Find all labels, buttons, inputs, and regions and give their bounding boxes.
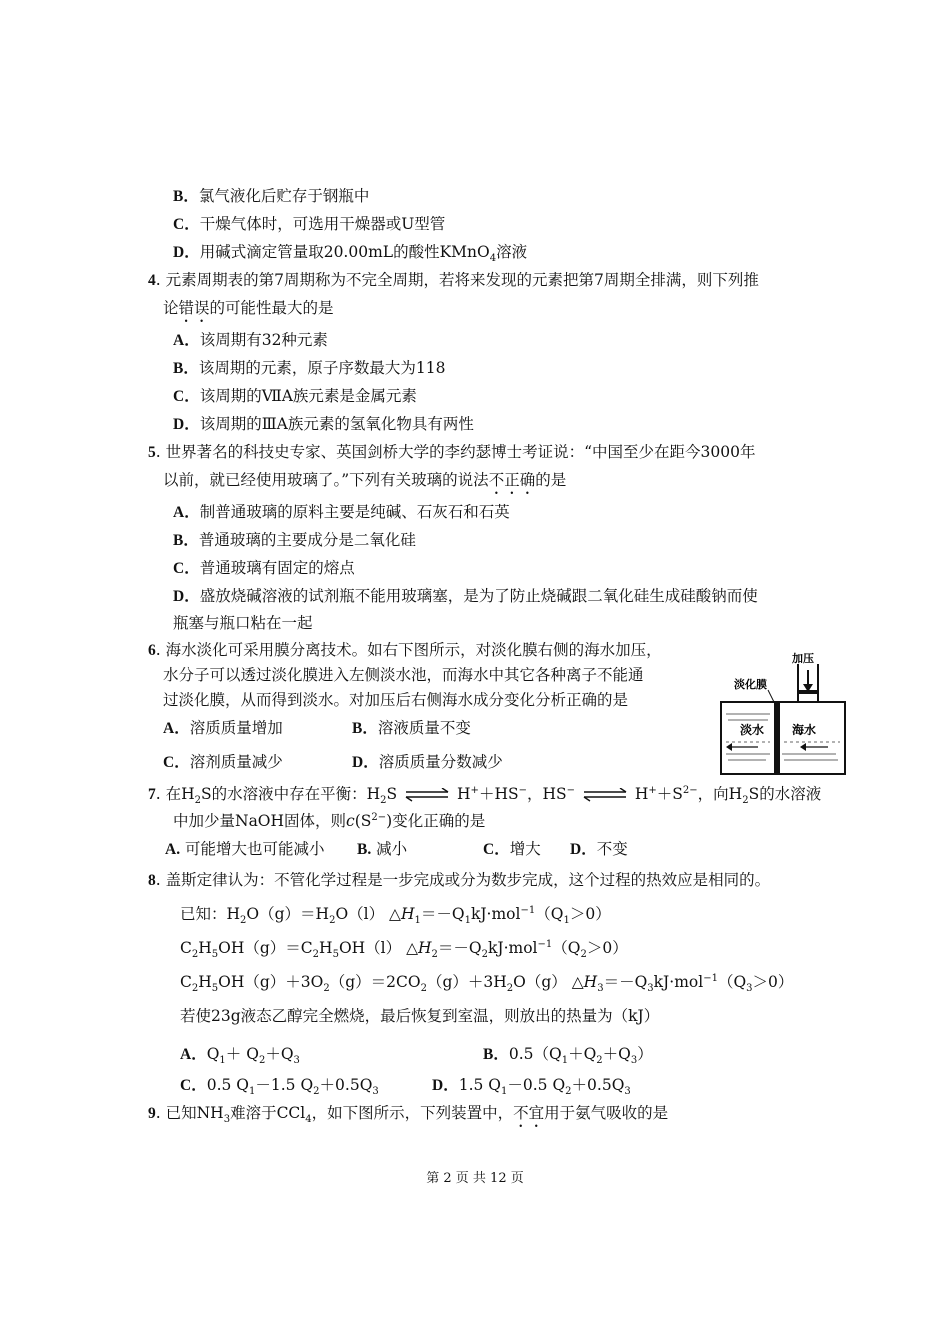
tank-outline: [721, 702, 845, 774]
q3-option-b: B．氯气液化后贮存于钢瓶中: [173, 187, 370, 205]
desalination-diagram: [718, 650, 848, 778]
q7-option-d: D．不变: [570, 840, 628, 858]
equilibrium-arrow: [404, 788, 450, 802]
q5-stem-line1: 5. 世界著名的科技史专家、英国剑桥大学的李约瑟博士考证说：“中国至少在距今3000年: [148, 443, 756, 461]
q8-option-a: A．$Q_1+ Q_2+Q_3$: [180, 1045, 300, 1067]
q8-equation-2: $C_2H_5OH(g)=C_2H_5OH(l)$ $\triangle H_2=-Q_2kJ\cdot mol^{-1}(Q_2>0)$: [180, 938, 628, 961]
pressure-label: 加压: [792, 652, 814, 665]
q4-stem-line1: 4. 元素周期表的第7周期称为不完全周期，若将来发现的元素把第7周期全排满，则下列推: [148, 271, 759, 289]
q5-option-d: D．盛放烧碱溶液的试剂瓶不能用玻璃塞，是为了防止烧碱跟二氧化硅生成硅酸钠而使: [173, 587, 758, 605]
equilibrium-arrow: [582, 788, 628, 802]
q8-equation-3: $C_2H_5OH(g)+3O_2(g)=2CO_2(g)+3H_2O(g)$ $\triangle H_3=-Q_3kJ\cdot mol^{-1}(Q_3>0)$: [180, 972, 794, 995]
membrane-bar: [774, 702, 780, 774]
q7-stem-line2: 中加少量NaOH固体，则$c(S^{2-})$变化正确的是: [173, 811, 486, 830]
q7-stem-line1: 7. 在$H_2S$的水溶液中存在平衡：$H_2S$ H+＋HS−，HS− $H^++S^{2-}$，向$H_2S$的水溶液: [148, 784, 822, 807]
q8-option-b: B．$0.5(Q_1+Q_2+Q_3)$: [483, 1045, 653, 1067]
q6-stem-line3: 过淡化膜，从而得到淡水。对加压后右侧海水成分变化分析正确的是: [163, 691, 629, 709]
q7-option-b: B. 减小: [357, 840, 408, 858]
q6-stem-line2: 水分子可以透过淡化膜进入左侧淡水池，而海水中其它各种离子不能通: [163, 666, 644, 684]
q5-stem-line2: 以前，就已经使用玻璃了。”下列有关玻璃的说法不正确的是: [163, 471, 567, 489]
q7-option-a: A. 可能增大也可能减小: [165, 840, 325, 858]
q3-option-c: C．干燥气体时，可选用干燥器或U型管: [173, 215, 446, 233]
q7-option-c: C．增大: [483, 840, 541, 858]
q5-option-c: C．普通玻璃有固定的熔点: [173, 559, 355, 577]
membrane-label: 淡化膜: [734, 678, 767, 691]
q8-option-d: D．1.5 $Q_1-0.5$ $Q_2+0.5Q_3$: [432, 1076, 631, 1098]
q6-stem-line1: 6. 海水淡化可采用膜分离技术。如右下图所示，对淡化膜右侧的海水加压，: [148, 641, 662, 659]
q8-question: 若使23g液态乙醇完全燃烧，最后恢复到室温，则放出的热量为（kJ）: [180, 1007, 660, 1025]
q4-stem-line2: 论错误的可能性最大的是: [163, 299, 334, 317]
q4-option-b: B．该周期的元素，原子序数最大为118: [173, 359, 446, 377]
q5-option-a: A．制普通玻璃的原料主要是纯碱、石灰石和石英: [173, 503, 510, 521]
page-footer: 第 2 页 共 12 页: [426, 1171, 524, 1186]
q8-option-c: C．0.5 $Q_1-1.5$ $Q_2+0.5Q_3$: [180, 1076, 379, 1098]
sea-water-label: 海水: [792, 723, 817, 737]
q6-option-d: D．溶质质量分数减少: [352, 753, 503, 771]
q8-equation-1: 已知：$H_2O(g)=H_2O(l)$ $\triangle H_1=-Q_1kJ\cdot mol^{-1}(Q_1>0)$: [180, 904, 611, 927]
q4-option-a: A．该周期有32种元素: [173, 331, 328, 349]
q9-stem: 9. 已知$NH_3$难溶于CCl$_4$，如下图所示，下列装置中，不宜用于氨气吸收的是: [148, 1104, 669, 1126]
q6-option-c: C．溶剂质量减少: [163, 753, 283, 771]
q6-option-a: A．溶质质量增加: [163, 719, 283, 737]
q6-option-b: B．溶液质量不变: [352, 719, 471, 737]
q5-option-b: B．普通玻璃的主要成分是二氧化硅: [173, 531, 416, 549]
q4-option-d: D．该周期的ⅢA族元素的氢氧化物具有两性: [173, 415, 474, 433]
q3-option-d: D．用碱式滴定管量取20.00mL的酸性KMnO$_4$溶液: [173, 243, 528, 265]
q8-stem-line1: 8. 盖斯定律认为：不管化学过程是一步完成或分为数步完成，这个过程的热效应是相同的。: [148, 871, 771, 889]
water-hatching: [726, 714, 840, 760]
fresh-water-label: 淡水: [740, 723, 765, 737]
q5-option-d-cont: 瓶塞与瓶口粘在一起: [173, 614, 313, 632]
q4-option-c: C．该周期的ⅦA族元素是金属元素: [173, 387, 417, 405]
